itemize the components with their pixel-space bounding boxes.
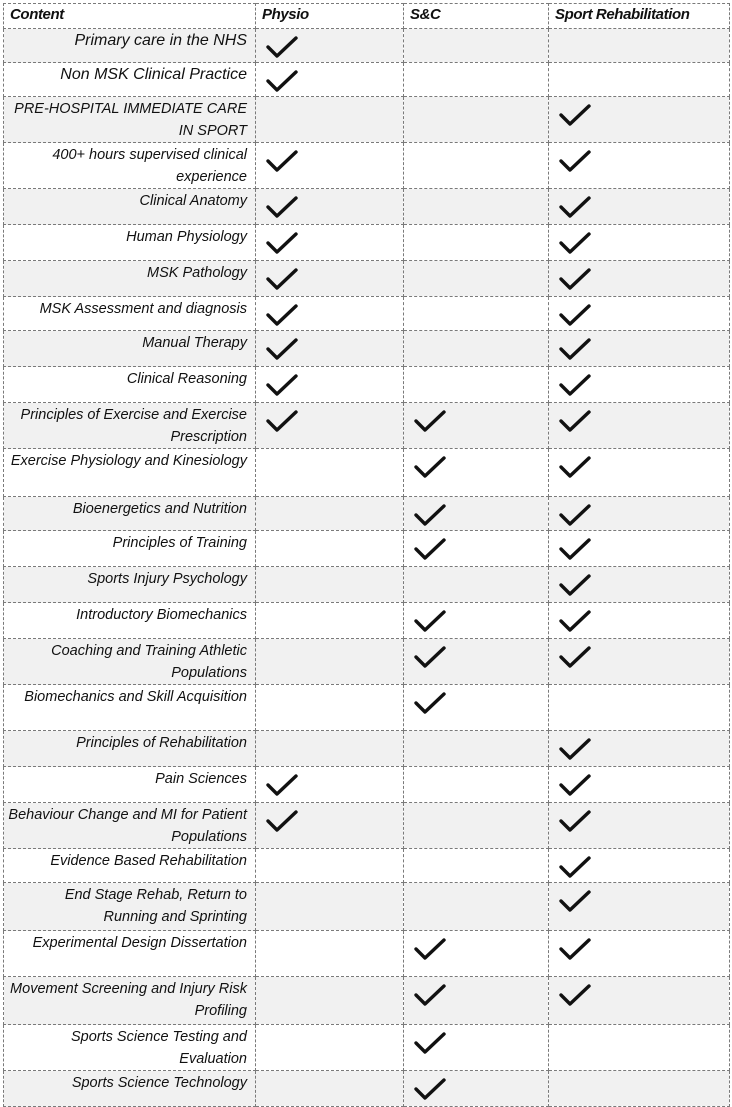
rehab-cell [549,849,730,883]
physio-cell [256,1025,404,1071]
content-cell: Sports Science Technology [4,1071,256,1107]
content-cell: PRE-HOSPITAL IMMEDIATE CARE IN SPORT [4,97,256,143]
content-cell: Principles of Exercise and Exercise Prescription [4,403,256,449]
rehab-cell [549,567,730,603]
checkmark-icon [558,372,592,398]
checkmark-icon [265,372,299,398]
checkmark-icon [265,266,299,292]
rehab-cell [549,297,730,331]
header-sport-rehabilitation: Sport Rehabilitation [549,4,730,29]
content-cell: Evidence Based Rehabilitation [4,849,256,883]
checkmark-icon [558,266,592,292]
checkmark-icon [265,336,299,362]
checkmark-icon [558,536,592,562]
rehab-cell [549,767,730,803]
sc-cell [404,189,549,225]
checkmark-icon [558,148,592,174]
physio-cell [256,531,404,567]
table-row [4,1025,730,1071]
header-physio: Physio [256,4,404,29]
physio-cell [256,603,404,639]
table-row [4,603,730,639]
table-row [4,449,730,497]
rehab-cell [549,1071,730,1107]
table-row [4,261,730,297]
content-cell: Clinical Reasoning [4,367,256,403]
content-cell: Experimental Design Dissertation [4,931,256,977]
sc-cell [404,767,549,803]
physio-cell [256,225,404,261]
physio-cell [256,97,404,143]
comparison-table [3,3,730,1107]
table-row [4,977,730,1025]
table-row [4,29,730,63]
content-cell: Biomechanics and Skill Acquisition [4,685,256,731]
physio-cell [256,367,404,403]
table-row [4,367,730,403]
rehab-cell [549,803,730,849]
checkmark-icon [413,408,447,434]
table-row [4,63,730,97]
table-row [4,497,730,531]
sc-cell [404,297,549,331]
checkmark-icon [265,34,299,60]
sc-cell [404,225,549,261]
physio-cell [256,497,404,531]
table-row [4,403,730,449]
table-row [4,731,730,767]
sc-cell [404,849,549,883]
table-row [4,803,730,849]
rehab-cell [549,731,730,767]
rehab-cell [549,225,730,261]
checkmark-icon [413,690,447,716]
content-cell: Human Physiology [4,225,256,261]
physio-cell [256,767,404,803]
content-cell: Principles of Rehabilitation [4,731,256,767]
physio-cell [256,403,404,449]
checkmark-icon [265,302,299,328]
checkmark-icon [558,772,592,798]
checkmark-icon [558,454,592,480]
physio-cell [256,1071,404,1107]
header-row [4,4,730,29]
physio-cell [256,143,404,189]
checkmark-icon [413,502,447,528]
table-row [4,97,730,143]
sc-cell [404,1025,549,1071]
checkmark-icon [413,1076,447,1102]
physio-cell [256,331,404,367]
physio-cell [256,803,404,849]
table-row [4,531,730,567]
table-row [4,567,730,603]
checkmark-icon [558,102,592,128]
checkmark-icon [265,772,299,798]
table-row [4,225,730,261]
content-cell: Introductory Biomechanics [4,603,256,639]
checkmark-icon [558,336,592,362]
content-cell: Behaviour Change and MI for Patient Populations [4,803,256,849]
content-cell: Pain Sciences [4,767,256,803]
physio-cell [256,29,404,63]
rehab-cell [549,449,730,497]
rehab-cell [549,977,730,1025]
content-cell: Exercise Physiology and Kinesiology [4,449,256,497]
header-sc: S&C [404,4,549,29]
sc-cell [404,977,549,1025]
checkmark-icon [413,608,447,634]
physio-cell [256,297,404,331]
sc-cell [404,803,549,849]
content-cell: MSK Pathology [4,261,256,297]
rehab-cell [549,883,730,931]
checkmark-icon [413,982,447,1008]
checkmark-icon [413,536,447,562]
physio-cell [256,261,404,297]
content-cell: MSK Assessment and diagnosis [4,297,256,331]
checkmark-icon [558,608,592,634]
rehab-cell [549,931,730,977]
checkmark-icon [558,808,592,834]
sc-cell [404,367,549,403]
content-cell: Movement Screening and Injury Risk Profiling [4,977,256,1025]
checkmark-icon [558,854,592,880]
sc-cell [404,603,549,639]
checkmark-icon [558,194,592,220]
content-cell: Primary care in the NHS [4,29,256,63]
sc-cell [404,97,549,143]
sc-cell [404,331,549,367]
content-cell: Bioenergetics and Nutrition [4,497,256,531]
rehab-cell [549,531,730,567]
sc-cell [404,731,549,767]
sc-cell [404,143,549,189]
rehab-cell [549,603,730,639]
rehab-cell [549,63,730,97]
sc-cell [404,1071,549,1107]
table-row [4,883,730,931]
table-row [4,685,730,731]
checkmark-icon [265,408,299,434]
checkmark-icon [558,936,592,962]
sc-cell [404,261,549,297]
checkmark-icon [558,736,592,762]
rehab-cell [549,367,730,403]
rehab-cell [549,639,730,685]
rehab-cell [549,403,730,449]
checkmark-icon [558,502,592,528]
checkmark-icon [558,572,592,598]
content-cell: Coaching and Training Athletic Populations [4,639,256,685]
physio-cell [256,189,404,225]
checkmark-icon [265,230,299,256]
sc-cell [404,883,549,931]
sc-cell [404,531,549,567]
sc-cell [404,449,549,497]
checkmark-icon [265,68,299,94]
rehab-cell [549,97,730,143]
rehab-cell [549,331,730,367]
sc-cell [404,639,549,685]
content-cell: End Stage Rehab, Return to Running and Sprinting [4,883,256,931]
checkmark-icon [558,982,592,1008]
content-cell: Principles of Training [4,531,256,567]
checkmark-icon [413,1030,447,1056]
sc-cell [404,931,549,977]
checkmark-icon [558,230,592,256]
rehab-cell [549,497,730,531]
rehab-cell [549,189,730,225]
checkmark-icon [265,148,299,174]
physio-cell [256,731,404,767]
physio-cell [256,931,404,977]
table-row [4,143,730,189]
checkmark-icon [558,644,592,670]
physio-cell [256,63,404,97]
sc-cell [404,497,549,531]
content-cell: Manual Therapy [4,331,256,367]
physio-cell [256,883,404,931]
checkmark-icon [558,302,592,328]
checkmark-icon [265,194,299,220]
physio-cell [256,639,404,685]
sc-cell [404,29,549,63]
checkmark-icon [558,408,592,434]
table-row [4,849,730,883]
table-row [4,931,730,977]
content-cell: Clinical Anatomy [4,189,256,225]
content-cell: 400+ hours supervised clinical experience [4,143,256,189]
checkmark-icon [558,888,592,914]
table-row [4,331,730,367]
rehab-cell [549,1025,730,1071]
table-row [4,189,730,225]
physio-cell [256,449,404,497]
physio-cell [256,849,404,883]
checkmark-icon [265,808,299,834]
content-cell: Sports Science Testing and Evaluation [4,1025,256,1071]
content-cell: Sports Injury Psychology [4,567,256,603]
rehab-cell [549,143,730,189]
table-row [4,1071,730,1107]
checkmark-icon [413,454,447,480]
checkmark-icon [413,644,447,670]
sc-cell [404,567,549,603]
checkmark-icon [413,936,447,962]
table-row [4,639,730,685]
rehab-cell [549,29,730,63]
physio-cell [256,567,404,603]
header-content: Content [4,4,256,29]
physio-cell [256,685,404,731]
table-row [4,767,730,803]
rehab-cell [549,685,730,731]
table-row [4,297,730,331]
physio-cell [256,977,404,1025]
rehab-cell [549,261,730,297]
sc-cell [404,403,549,449]
sc-cell [404,63,549,97]
content-cell: Non MSK Clinical Practice [4,63,256,97]
sc-cell [404,685,549,731]
